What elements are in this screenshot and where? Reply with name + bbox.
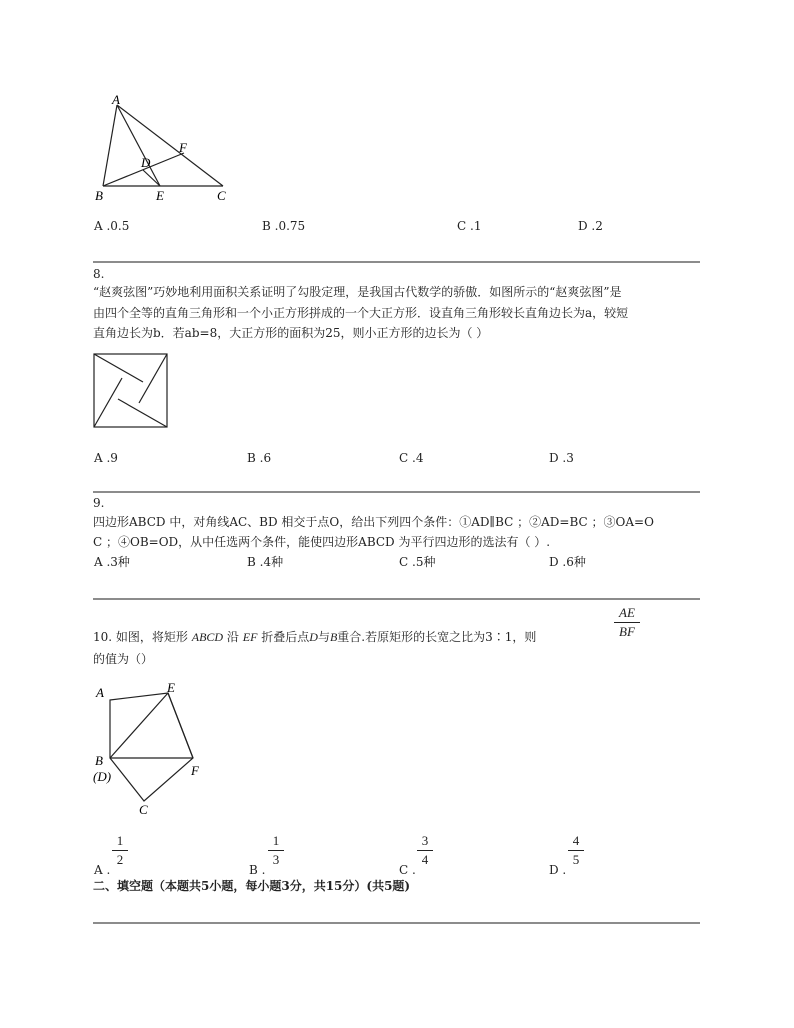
q10-label-a: A [96, 685, 104, 700]
q10-option-d-fraction: 4 5 [568, 834, 584, 867]
q8-number: 8. [93, 267, 105, 281]
q8-text-line-2: 由四个全等的直角三角形和一个小正方形拼成的一个大正方形．设直角三角形较长直角边长为a，较短 [93, 306, 629, 320]
q7-label-f: F [179, 140, 187, 155]
q10-label-c: C [139, 802, 148, 817]
q9-text-line-2: C ；④OB=OD，从中任选两个条件，能使四边形ABCD 为平行四边形的选法有（ ）. [93, 535, 551, 549]
q10-option-b[interactable]: B . [249, 863, 266, 877]
q10-label-e: E [167, 680, 175, 695]
q10-folded-shape [110, 693, 193, 801]
q9-option-a[interactable]: A .3种 [94, 555, 130, 569]
q7-segment-ae [117, 105, 160, 186]
q10-fold-figure [90, 680, 220, 820]
q10-ratio: 3∶1 [485, 630, 513, 644]
divider [93, 491, 700, 493]
q8-text-line-1: “赵爽弦图”巧妙地利用面积关系证明了勾股定理，是我国古代数学的骄傲．如图所示的“赵爽弦图”是 [93, 285, 622, 299]
q9-option-c[interactable]: C .5种 [399, 555, 436, 569]
q10-abcd: ABCD [191, 630, 224, 644]
q7-label-b: B [95, 188, 103, 203]
q10-option-c[interactable]: C . [399, 863, 416, 877]
q7-option-a[interactable]: A .0.5 [94, 219, 130, 233]
q7-segment-de [143, 170, 160, 186]
q8-option-a[interactable]: A .9 [94, 451, 118, 465]
q10-label-b: B [95, 753, 103, 768]
q10-option-a-fraction: 1 2 [112, 834, 128, 867]
q7-side-ab [103, 105, 117, 186]
divider [93, 922, 700, 924]
q10-fraction-ae-bf: AE BF [614, 606, 640, 639]
divider [93, 261, 700, 263]
q10-text-line-1: 10. 如图，将矩形 ABCD 沿 EF 折叠后点D与B重合.若原矩形的长宽之比为3∶1，则 [93, 630, 537, 644]
q9-number: 9. [93, 496, 105, 510]
q10-label-d: (D) [93, 769, 112, 784]
q7-option-c[interactable]: C .1 [457, 219, 482, 233]
q10-diagonal-be [110, 693, 168, 758]
q9-text-line-1: 四边形ABCD 中，对角线AC、BD 相交于点O，给出下列四个条件：①AD∥BC ；②AD=BC ；③OA=O [93, 515, 654, 529]
q10-option-c-fraction: 3 4 [417, 834, 433, 867]
q8-text-line-3: 直角边长为b．若ab=8，大正方形的面积为25，则小正方形的边长为（ ） [93, 326, 489, 340]
q10-crease-ef [168, 693, 193, 758]
q7-label-d: D [141, 155, 151, 170]
q9-option-d[interactable]: D .6种 [549, 555, 586, 569]
q7-label-a: A [112, 92, 120, 107]
q8-option-c[interactable]: C .4 [399, 451, 424, 465]
q10-text-line-2: 的值为（） [93, 652, 154, 666]
q7-label-c: C [217, 188, 226, 203]
q8-outer-square [94, 354, 167, 427]
q10-option-d[interactable]: D . [549, 863, 567, 877]
q8-option-d[interactable]: D .3 [549, 451, 574, 465]
q7-label-e: E [156, 188, 164, 203]
section-2-title: 二、填空题（本题共5小题，每小题3分，共15分）(共5题) [93, 879, 411, 893]
q7-option-b[interactable]: B .0.75 [262, 219, 306, 233]
q10-label-f: F [191, 763, 199, 778]
q7-option-d[interactable]: D .2 [578, 219, 603, 233]
q10-ef: EF [242, 630, 258, 644]
divider [93, 598, 700, 600]
q10-option-a[interactable]: A . [94, 863, 111, 877]
q9-option-b[interactable]: B .4种 [247, 555, 284, 569]
q7-triangle-figure [90, 92, 240, 207]
q8-option-b[interactable]: B .6 [247, 451, 272, 465]
q10-option-b-fraction: 1 3 [268, 834, 284, 867]
q8-zhao-shuang-diagram [92, 352, 170, 430]
